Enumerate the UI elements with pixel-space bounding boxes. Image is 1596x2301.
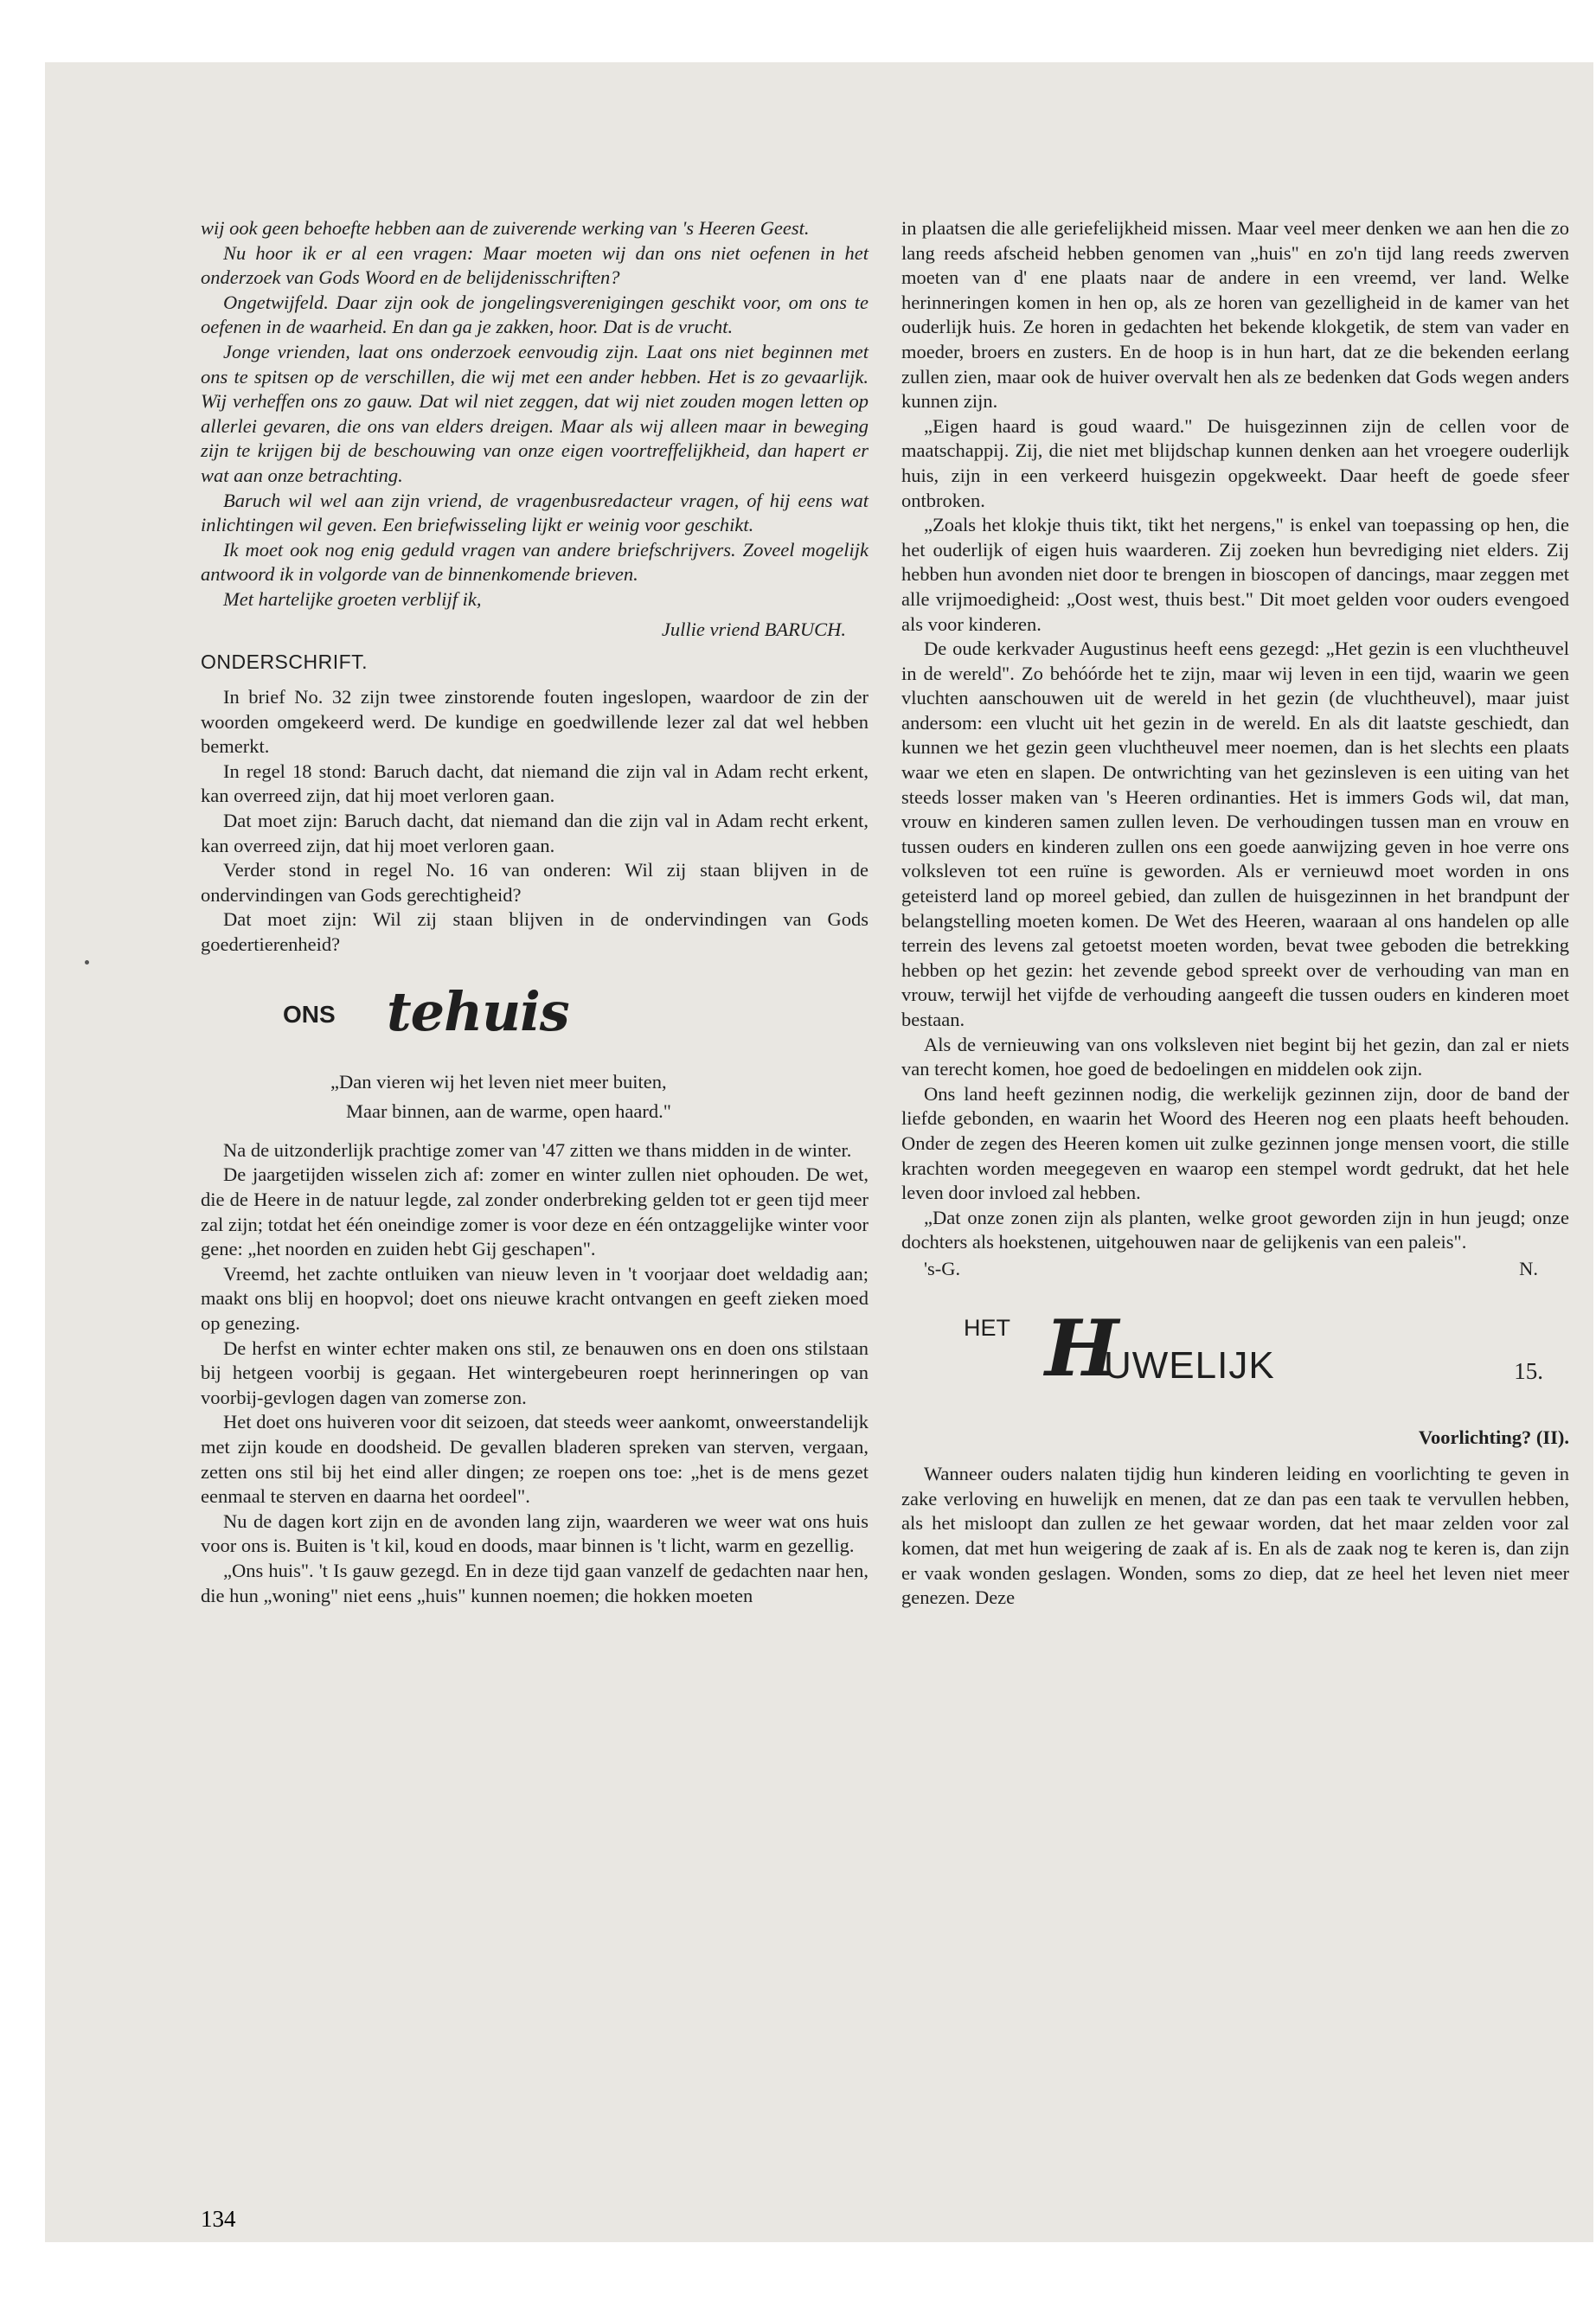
heading-uwelijk: UWELIJK — [1104, 1343, 1275, 1387]
left-column — [201, 216, 869, 1608]
signature-place: 's-G. — [924, 1257, 961, 1279]
article-paragraph: Na de uitzonderlijk prachtige zomer van '47 zitten we thans midden in de winter. — [223, 1138, 852, 1161]
onderschrift-paragraph: Dat moet zijn: Baruch dacht, dat niemand dan die zijn val in Adam recht erkent, kan overreed zijn, dat hij moet verloren gaan. — [201, 810, 869, 856]
het-huwelijk-heading — [901, 1302, 1569, 1420]
article-paragraph: Het doet ons huiveren voor dit seizoen, dat steeds weer aankomt, onweerstandelijk met zijn koude en doodsheid. De gevallen bladeren spreken van sterven, vergaan, zetten ons stil bij het eind aller dingen; ze roepen ons toe: „het is de mens gezet eenmaal te sterven en daarna het oordeel". — [201, 1411, 869, 1508]
article-subtitle: Voorlichting? (II). — [1418, 1426, 1569, 1448]
article-paragraph: „Eigen haard is goud waard." De huisgezinnen zijn de cellen voor de maatschappij. Zij, die niet met blijdschap kunnen denken aan het vroegere ouderlijk huis, zijn in een verkeerd huisgezin opgekweekt. Daar heeft de goede sfeer ontbroken. — [901, 414, 1569, 511]
letter-closing: Met hartelijke groeten verblijf ik, — [223, 587, 482, 610]
onderschrift-paragraph: Verder stond in regel No. 16 van onderen: Wil zij staan blijven in de ondervindingen van Gods gerechtigheid? — [201, 859, 869, 906]
letter-paragraph: Ongetwijfeld. Daar zijn ook de jongelingsverenigingen geschikt voor, om ons te oefenen in de waarheid. En dan ga je zakken, hoor. Dat is de vrucht. — [201, 291, 869, 338]
letter-paragraph: wij ook geen behoefte hebben aan de zuiverende werking van 's Heeren Geest. — [201, 217, 810, 239]
article-paragraph: Ons land heeft gezinnen nodig, die werkelijk gezinnen zijn, door de band der liefde gebonden, en waarin het Woord des Heeren nog een plaats heeft behouden. Onder de zegen des Heeren komen uit zulke gezinnen jonge mensen voort, die stille krachten worden meegegeven en waarop een stempel wordt gedrukt, dat het hele leven door invloed zal hebben. — [901, 1082, 1569, 1204]
ons-tehuis-heading — [201, 975, 869, 1058]
page-number: 134 — [201, 2206, 236, 2232]
article-paragraph: „Zoals het klokje thuis tikt, tikt het nergens," is enkel van toepassing op hen, die het ouderlijk of eigen huis waarderen. Zij zoeken hun bevrediging niet elders. Zij hebben hun avonden niet door te brengen in bioscopen of dancings, maar zeggen met alle vrijmoedigheid: „Oost west, thuis best." Dit moet gelden voor ouders evengoed als voor kinderen. — [901, 514, 1569, 635]
onderschrift-paragraph: Dat moet zijn: Wil zij staan blijven in de ondervindingen van Gods goedertierenheid? — [201, 908, 869, 956]
article-paragraph: „Dat onze zonen zijn als planten, welke groot geworden zijn in hun jeugd; onze dochters als hoekstenen, uitgehouwen naar de gelijkenis van een paleis". — [901, 1206, 1569, 1253]
heading-het: HET — [964, 1314, 1010, 1341]
heading-ons: ONS — [283, 1000, 336, 1028]
letter-paragraph: Baruch wil wel aan zijn vriend, de vragenbusredacteur vragen, of hij eens wat inlichtingen wil geven. Een briefwisseling lijkt er weinig voor geschikt. — [201, 489, 869, 536]
series-number: 15. — [1514, 1357, 1543, 1384]
article-paragraph: Nu de dagen kort zijn en de avonden lang zijn, waarderen we weer wat ons huis voor ons is. Buiten is 't kil, koud en doods, maar binnen is 't licht, warm en gezellig. — [201, 1509, 869, 1557]
letter-signature: Jullie vriend BARUCH. — [661, 618, 846, 640]
signature-initial: N. — [1519, 1257, 1538, 1279]
article-paragraph: Als de vernieuwing van ons volksleven niet begint bij het gezin, dan zal er niets van terecht komen, hoe goed de bedoelingen en middelen ook zijn. — [901, 1033, 1569, 1080]
onderschrift-heading: ONDERSCHRIFT. — [201, 651, 369, 674]
scan-speck — [85, 960, 89, 965]
article-paragraph: „Ons huis". 't Is gauw gezegd. En in deze tijd gaan vanzelf de gedachten naar hen, die hun „woning" niet eens „huis" kunnen noemen; die hokken moeten — [201, 1559, 869, 1606]
letter-paragraph: Jonge vrienden, laat ons onderzoek eenvoudig zijn. Laat ons niet beginnen met ons te spitsen op de verschillen, die wij met een ander hebben. Het is zo gevaarlijk. Wij verheffen ons zo gauw. Dat wil niet zeggen, dat wij niet zouden mogen letten op allerlei gevaren, die ons van elders dreigen. Maar als wij alleen maar in beweging zijn te krijgen bij de beschouwing van onze eigen voortreffelijkheid, dan hapert er wat aan onze betrachting. — [201, 340, 869, 486]
heading-tehuis: tehuis — [387, 979, 569, 1043]
article-paragraph: De herfst en winter echter maken ons stil, ze benauwen ons en doen ons stilstaan bij hetgeen voorbij is gegaan. Het wintergebeuren roept herinneringen op van voorbij-gevlogen dagen van zomerse zon. — [201, 1336, 869, 1408]
onderschrift-paragraph: In brief No. 32 zijn twee zinstorende fouten ingeslopen, waardoor de zin der woorden omgekeerd werd. De kundige en goedwillende lezer zal dat wel hebben bemerkt. — [201, 686, 869, 758]
heading-h-initial: H — [1045, 1302, 1119, 1394]
motto-line: Maar binnen, aan de warme, open haard." — [346, 1100, 671, 1123]
article-paragraph: De jaargetijden wisselen zich af: zomer en winter zullen niet ophouden. De wet, die de Heere in de natuur legde, zal zonder onderbreking gelden tot er geen tijd meer zal zijn; totdat het één oneindige zomer is voor deze en één ontzaggelijke winter voor gene: „het noorden en zuiden hebt Gij geschapen". — [201, 1163, 869, 1260]
right-column — [901, 216, 1569, 1611]
letter-paragraph: Ik moet ook nog enig geduld vragen van andere briefschrijvers. Zoveel mogelijk antwoord ik in volgorde van de binnenkomende brieven. — [201, 538, 869, 586]
motto-line: „Dan vieren wij het leven niet meer buiten, — [330, 1070, 667, 1093]
article-paragraph: De oude kerkvader Augustinus heeft eens gezegd: „Het gezin is een vluchtheuvel in de wereld". Zo behóórde het te zijn, maar wij leven in een tijd, waarin we geen vluchten aanschouwen uit de wereld in het gezin (de vluchtheuvel), maar juist andersom: een vlucht uit het gezin in de wereld. En als dit laatste geschiedt, dan kunnen we het gezin geen vluchtheuvel meer noemen, dan is het slechts een plaats waar we eten en slapen. De ontwrichting van het gezinsleven is een uiting van het steeds losser maken van 's Heeren ordinanties. Het is immers Gods wil, dat man, vrouw en kinderen samen zullen leven. De verhoudingen tussen man en vrouw en tussen ouders en kinderen zullen ons een goede aanwijzing geven in hoe verre ons volksleven tot een ruïne is geworden. Als er vernieuwd moet worden in ons geteisterd land op moreel gebied, dan zullen de huisgezinnen in het brandpunt der belangstelling moeten komen. De Wet des Heeren, waaraan al ons handelen op alle terrein des levens zal getoetst moeten worden, bevat twee geboden die betrekking hebben op het gezin: het zevende gebod spreekt over de verhouding van man en vrouw, terwijl het vijfde de verhouding aangeeft die tussen ouders en kinderen moet bestaan. — [901, 638, 1569, 1030]
article-paragraph: Vreemd, het zachte ontluiken van nieuw leven in 't voorjaar doet weldadig aan; maakt ons blij en hoopvol; doet ons nieuwe kracht ontvangen en geeft zieken moed op genezing. — [201, 1262, 869, 1334]
article-signature — [901, 1257, 1569, 1282]
scanned-page — [45, 62, 1593, 2242]
onderschrift-paragraph: In regel 18 stond: Baruch dacht, dat niemand die zijn val in Adam recht erkent, kan overreed zijn, dat hij moet verloren gaan. — [201, 760, 869, 807]
letter-paragraph: Nu hoor ik er al een vragen: Maar moeten wij dan ons niet oefenen in het onderzoek van Gods Woord en de belijdenisschriften? — [201, 241, 869, 289]
article-paragraph: in plaatsen die alle geriefelijkheid missen. Maar veel meer denken we aan hen die zo lang reeds afscheid hebben genomen van „huis" en zo'n tijd lang reeds zwerven moeten van d' ene plaats naar de andere in een vreemd, ver land. Welke herinneringen komen in hen op, als ze horen van gezelligheid in de kamer van het ouderlijk huis. Ze horen in gedachten het bekende klokgetik, de stem van vader en moeder, broers en zusters. En de hoop is in hun hart, dat ze die bekenden eerlang zullen zien, maar ook de huiver overvalt hen als ze bedenken dat Gods wegen anders kunnen zijn. — [901, 217, 1569, 413]
article-paragraph: Wanneer ouders nalaten tijdig hun kinderen leiding en voorlichting te geven in zake verloving en huwelijk en menen, dat ze dan pas een taak te vervullen hebben, als het misloopt dan zullen ze het gewaar worden, dat het maar zelden voor zal komen, dat met hun weigering de zaak af is. En als de zaak nog te keren is, dan zijn er vaak wonden geslagen. Wonden, soms zo diep, dat ze heel het leven niet meer genezen. Deze — [901, 1463, 1569, 1609]
